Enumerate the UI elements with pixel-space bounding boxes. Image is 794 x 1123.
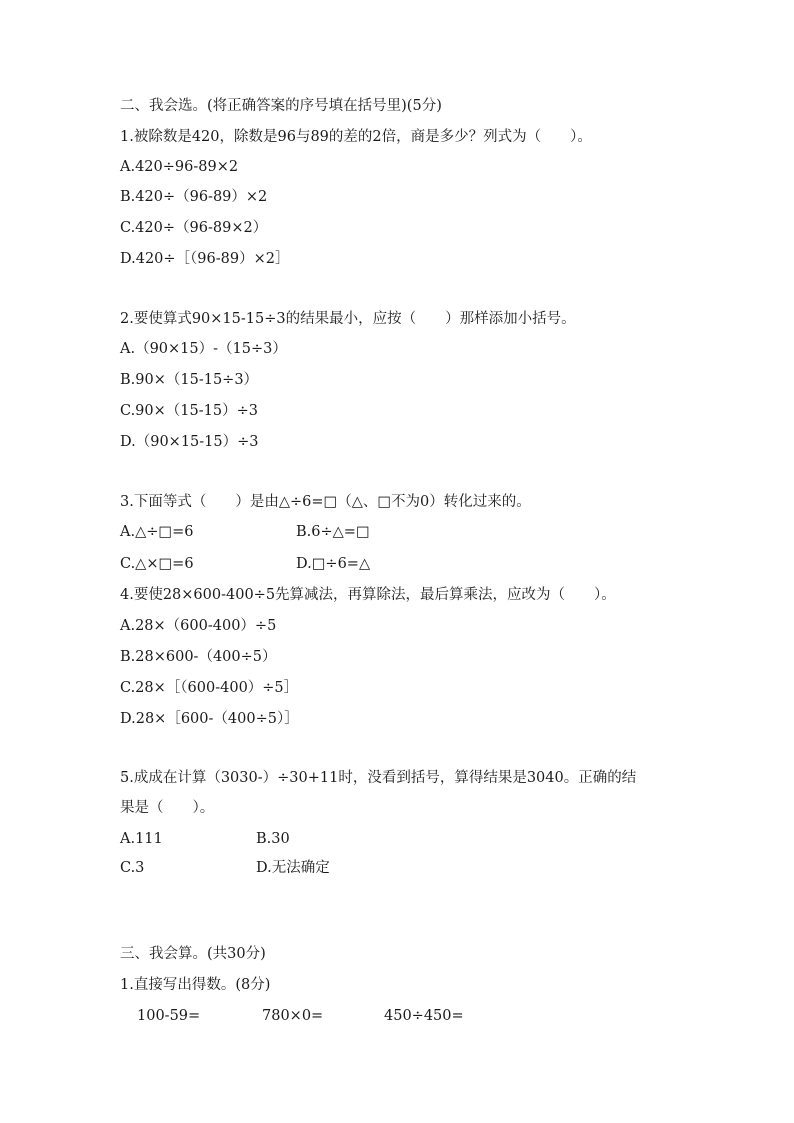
section-heading: 三、我会算。(共30分)	[120, 946, 266, 962]
option-a: A.420÷96-89×2	[120, 159, 239, 175]
option-b: B.90×（15-15÷3）	[120, 372, 259, 388]
option-b: B.30	[256, 831, 290, 847]
option-c: C.420÷（96-89×2）	[120, 220, 268, 236]
option-d: D.420÷［（96-89）×2］	[120, 251, 290, 267]
option-c: C.3	[120, 860, 145, 876]
option-d: D.28×［600-（400÷5）］	[120, 711, 299, 727]
option-b: B.420÷（96-89）×2	[120, 189, 268, 205]
question-stem: 5.成成在计算（3030-）÷30+11时，没看到括号，算得结果是3040。正确的结	[120, 770, 637, 786]
calc-item: 100-59=	[137, 1008, 201, 1024]
calc-item: 450÷450=	[384, 1008, 464, 1024]
option-a: A.28×（600-400）÷5	[120, 618, 277, 634]
option-c: C.90×（15-15）÷3	[120, 403, 258, 419]
question-stem-continued: 果是（ ）。	[120, 800, 215, 816]
option-b: B.6÷△=□	[296, 524, 370, 540]
section-heading: 二、我会选。(将正确答案的序号填在括号里)(5分)	[120, 98, 442, 114]
question-stem: 4.要使28×600-400÷5先算减法，再算除法，最后算乘法，应改为（ ）。	[120, 587, 616, 603]
option-b: B.28×600-（400÷5）	[120, 649, 277, 665]
option-d: D.无法确定	[256, 860, 330, 876]
option-a: A.（90×15）-（15÷3）	[120, 341, 287, 357]
question-stem: 2.要使算式90×15-15÷3的结果最小，应按（ ）那样添加小括号。	[120, 311, 576, 327]
question-stem: 3.下面等式（ ）是由△÷6=□（△、□不为0）转化过来的。	[120, 494, 531, 510]
calc-item: 780×0=	[262, 1008, 324, 1024]
option-c: C.28×［（600-400）÷5］	[120, 680, 299, 696]
option-d: D.□÷6=△	[296, 556, 371, 572]
option-c: C.△×□=6	[120, 556, 194, 572]
question-stem: 1.直接写出得数。(8分)	[120, 977, 271, 993]
option-a: A.△÷□=6	[120, 524, 194, 540]
question-stem: 1.被除数是420，除数是96与89的差的2倍，商是多少？列式为（ ）。	[120, 129, 592, 145]
option-a: A.111	[120, 831, 163, 847]
option-d: D.（90×15-15）÷3	[120, 434, 259, 450]
